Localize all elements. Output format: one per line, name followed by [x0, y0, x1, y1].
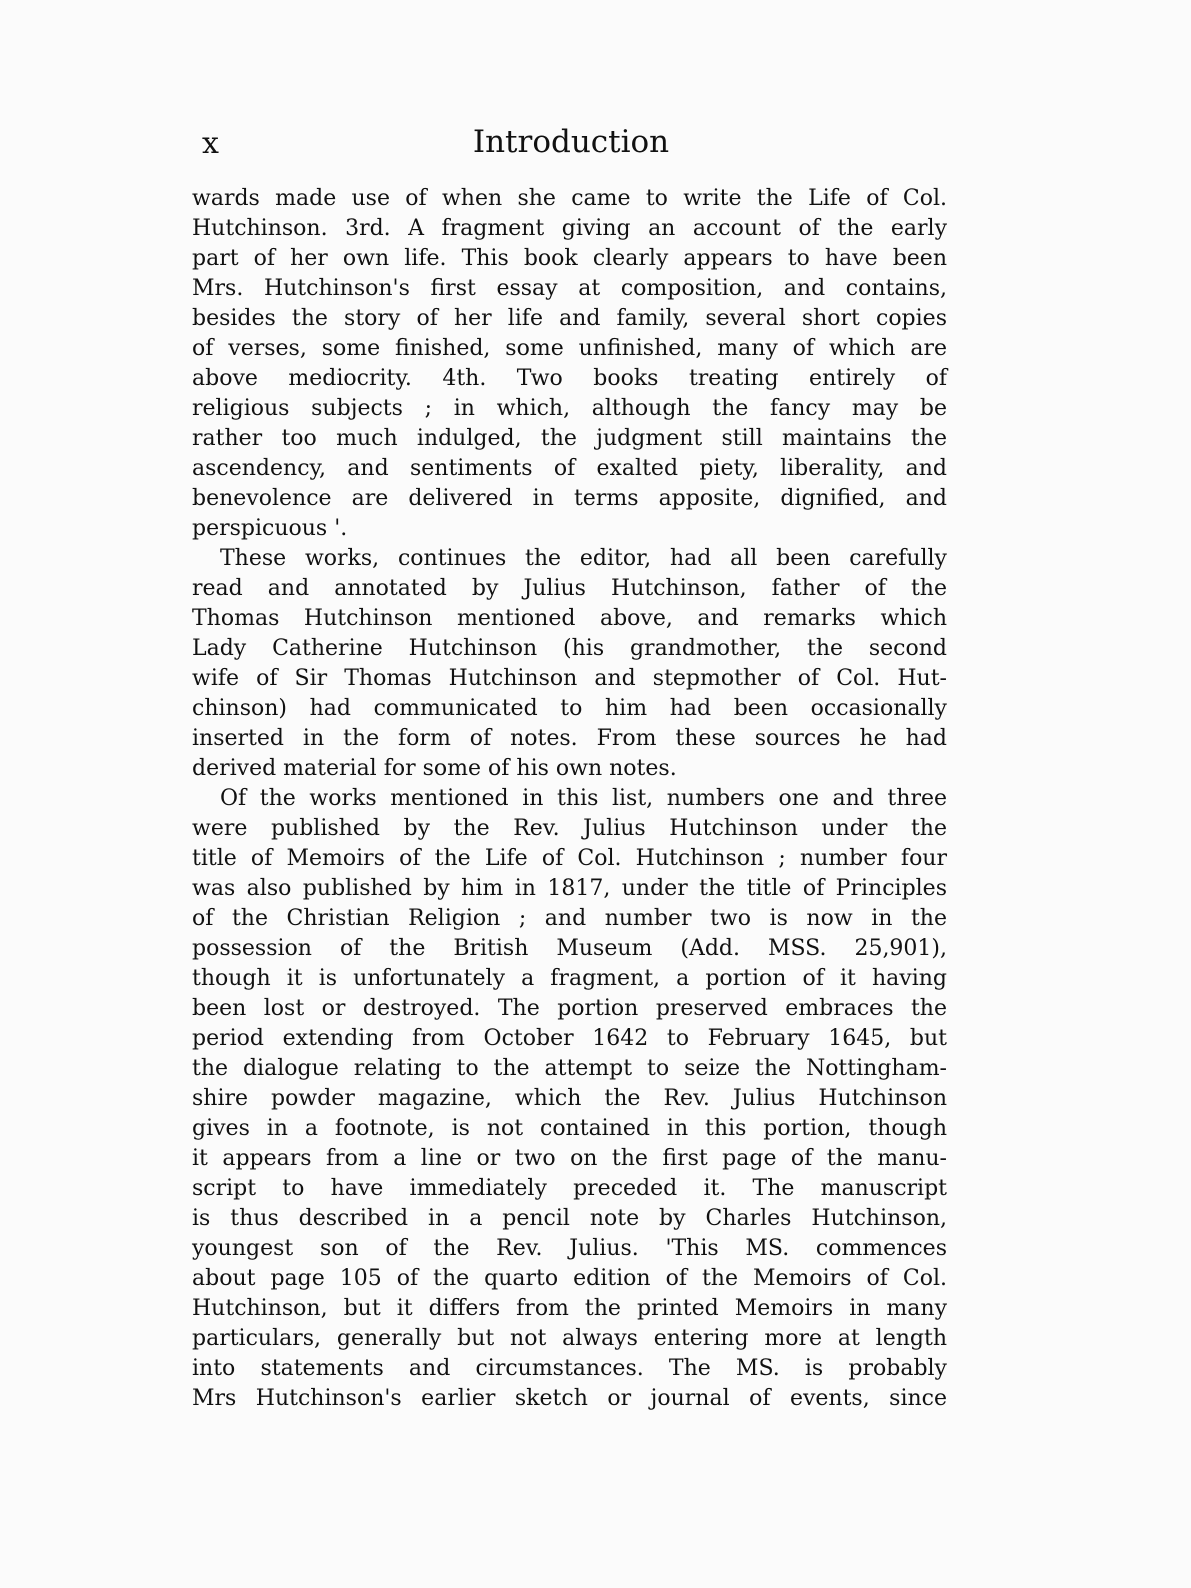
text-line: into statements and circumstances. The MS. is probably [192, 1356, 947, 1381]
text-line: read and annotated by Julius Hutchinson, father of the [192, 576, 947, 601]
text-line: wards made use of when she came to write the Life of Col. [192, 186, 947, 211]
text-line: though it is unfortunately a fragment, a portion of it having [192, 966, 947, 991]
text-line: shire powder magazine, which the Rev. Julius Hutchinson [192, 1086, 947, 1111]
text-line: the dialogue relating to the attempt to seize the Nottingham- [192, 1056, 947, 1081]
text-line: wife of Sir Thomas Hutchinson and stepmother of Col. Hut- [192, 666, 947, 691]
page-title: Introduction [472, 124, 670, 160]
text-line: perspicuous '. [192, 516, 348, 541]
text-line: of the Christian Religion ; and number two is now in the [192, 906, 947, 931]
text-line: Mrs Hutchinson's earlier sketch or journal of events, since [192, 1386, 947, 1411]
page-number: x [202, 126, 219, 161]
text-line: besides the story of her life and family, several short copies [192, 306, 947, 331]
text-line: chinson) had communicated to him had been occasionally [192, 696, 947, 721]
text-line: derived material for some of his own notes. [192, 756, 677, 781]
text-line: above mediocrity. 4th. Two books treating entirely of [192, 366, 947, 391]
text-line: possession of the British Museum (Add. MSS. 25,901), [192, 936, 947, 961]
text-line: were published by the Rev. Julius Hutchinson under the [192, 816, 947, 841]
text-line: been lost or destroyed. The portion preserved embraces the [192, 996, 947, 1021]
text-line: benevolence are delivered in terms apposite, dignified, and [192, 486, 947, 511]
text-line: period extending from October 1642 to February 1645, but [192, 1026, 947, 1051]
text-line: religious subjects ; in which, although the fancy may be [192, 396, 947, 421]
text-line: Hutchinson, but it differs from the printed Memoirs in many [192, 1296, 947, 1321]
text-line: Lady Catherine Hutchinson (his grandmother, the second [192, 636, 947, 661]
text-line: Mrs. Hutchinson's first essay at composition, and contains, [192, 276, 947, 301]
text-line: script to have immediately preceded it. The manuscript [192, 1176, 947, 1201]
body-text [192, 184, 947, 1414]
running-head [196, 120, 946, 170]
text-line: Thomas Hutchinson mentioned above, and remarks which [192, 606, 947, 631]
text-line: title of Memoirs of the Life of Col. Hutchinson ; number four [192, 846, 947, 871]
text-line: is thus described in a pencil note by Charles Hutchinson, [192, 1206, 947, 1231]
text-line: it appears from a line or two on the first page of the manu- [192, 1146, 947, 1171]
text-line: Of the works mentioned in this list, numbers one and three [220, 786, 947, 811]
text-line: was also published by him in 1817, under the title of Principles [192, 876, 947, 901]
text-line: youngest son of the Rev. Julius. 'This MS. commences [192, 1236, 947, 1261]
text-line: part of her own life. This book clearly appears to have been [192, 246, 947, 271]
text-line: inserted in the form of notes. From these sources he had [192, 726, 947, 751]
text-line: particulars, generally but not always entering more at length [192, 1326, 947, 1351]
text-line: gives in a footnote, is not contained in this portion, though [192, 1116, 947, 1141]
text-line: rather too much indulged, the judgment still maintains the [192, 426, 947, 451]
text-line: These works, continues the editor, had all been carefully [220, 546, 947, 571]
text-line: ascendency, and sentiments of exalted piety, liberality, and [192, 456, 947, 481]
text-line: Hutchinson. 3rd. A fragment giving an account of the early [192, 216, 947, 241]
text-line: of verses, some finished, some unfinished, many of which are [192, 336, 947, 361]
text-line: about page 105 of the quarto edition of the Memoirs of Col. [192, 1266, 947, 1291]
